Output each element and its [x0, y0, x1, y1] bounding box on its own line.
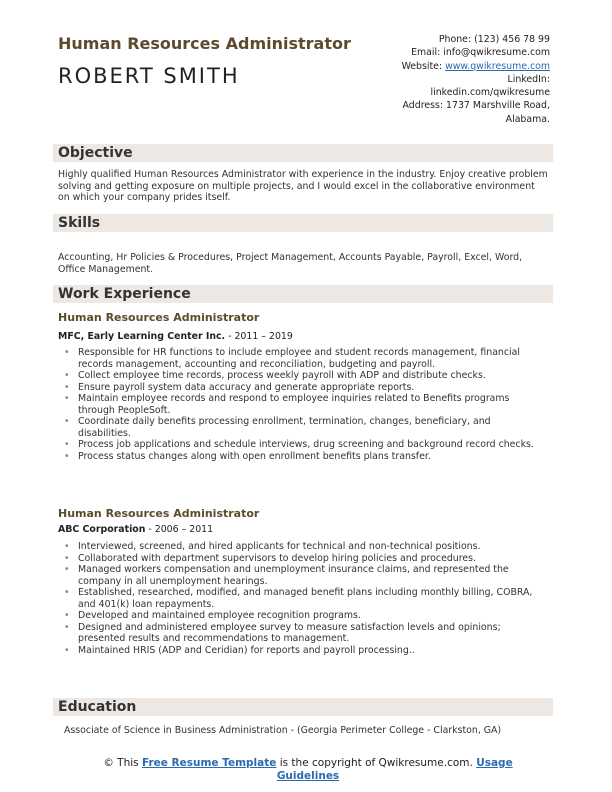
contact-block: [380, 33, 550, 126]
list-item: • Process status changes along with open enrollment benefits plans transfer.: [62, 451, 546, 463]
objective-section-bar: [53, 144, 553, 162]
list-item: • Collaborated with department supervisors to develop hiring policies and procedures.: [62, 553, 546, 565]
footer-copyright: [88, 757, 528, 783]
skills-text: Accounting, Hr Policies & Procedures, Project Management, Accounts Payable, Payroll, Excel, Word, Office Management.: [58, 252, 523, 275]
job-bullets-2: [62, 541, 546, 656]
contact-email: Email: info@qwikresume.com: [411, 47, 550, 59]
footer-prefix: © This: [103, 757, 142, 769]
job-bullets-1: [62, 347, 546, 462]
header-job-title: Human Resources Administrator: [58, 34, 351, 53]
footer-middle: is the copyright of Qwikresume.com.: [276, 757, 477, 769]
company-name-1: MFC, Early Learning Center Inc.: [58, 331, 226, 342]
education-heading: Education: [58, 699, 137, 715]
contact-phone: Phone: (123) 456 78 99: [438, 34, 550, 45]
candidate-name: ROBERT SMITH: [58, 64, 240, 88]
website-label: Website:: [401, 60, 446, 72]
job-company-1: [58, 331, 293, 342]
objective-text: Highly qualified Human Resources Administrator with experience in the industry. Enjoy creative problem solving and getting exposure on multiple projects, and I would excel in the collaborative environment on which your company prides itself.: [58, 169, 548, 203]
list-item: • Coordinate daily benefits processing enrollment, termination, changes, beneficiary, and disabilities.: [62, 416, 546, 439]
website-link[interactable]: www.qwikresume.com: [445, 60, 550, 72]
skills-heading: Skills: [58, 215, 101, 231]
list-item: • Maintained HRIS (ADP and Ceridian) for reports and payroll processing..: [62, 645, 546, 657]
list-item: • Managed workers compensation and unemployment insurance claims, and represented the company in all unemployment hearings.: [62, 564, 546, 587]
contact-linkedin-label: LinkedIn:: [507, 73, 550, 85]
experience-section-bar: [53, 285, 553, 303]
education-text: Associate of Science in Business Administration - (Georgia Perimeter College - Clarkston, GA): [64, 725, 502, 736]
skills-section-bar: [53, 214, 553, 232]
list-item: • Established, researched, modified, and managed benefit plans including monthly billing, COBRA, and 401(k) loan repayments.: [62, 587, 546, 610]
contact-linkedin-value: linkedin.com/qwikresume: [430, 87, 550, 99]
list-item: • Designed and administered employee survey to measure satisfaction levels and opinions; presented results and recommendations to management.: [62, 622, 546, 645]
objective-heading: Objective: [58, 145, 133, 161]
job-company-2: [58, 524, 213, 535]
list-item: • Responsible for HR functions to include employee and student records management, financial records management, accounting and reconciliation, budgeting and payroll.: [62, 347, 546, 370]
list-item: • Process job applications and schedule interviews, drug screening and background record checks.: [62, 439, 546, 451]
list-item: • Maintain employee records and respond to employee inquiries related to Benefits programs through PeopleSoft.: [62, 393, 546, 416]
list-item: • Interviewed, screened, and hired applicants for technical and non-technical positions.: [62, 541, 546, 553]
usage-guidelines-link[interactable]: Usage Guidelines: [276, 757, 513, 782]
contact-website: [380, 60, 550, 73]
experience-heading: Work Experience: [58, 286, 191, 302]
list-item: • Collect employee time records, process weekly payroll with ADP and distribute checks.: [62, 370, 546, 382]
contact-address: Address: 1737 Marshville Road, Alabama.: [402, 100, 550, 125]
free-resume-template-link[interactable]: Free Resume Template: [141, 757, 277, 769]
job-dates-2: - 2006 – 2011: [145, 524, 214, 535]
education-section-bar: [53, 698, 553, 716]
job-dates-1: - 2011 – 2019: [225, 331, 293, 342]
job-title-1: Human Resources Administrator: [58, 311, 260, 324]
list-item: • Developed and maintained employee recognition programs.: [62, 610, 546, 622]
company-name-2: ABC Corporation: [58, 524, 146, 535]
job-title-2: Human Resources Administrator: [58, 507, 260, 520]
list-item: • Ensure payroll system data accuracy and generate appropriate reports.: [62, 382, 546, 394]
